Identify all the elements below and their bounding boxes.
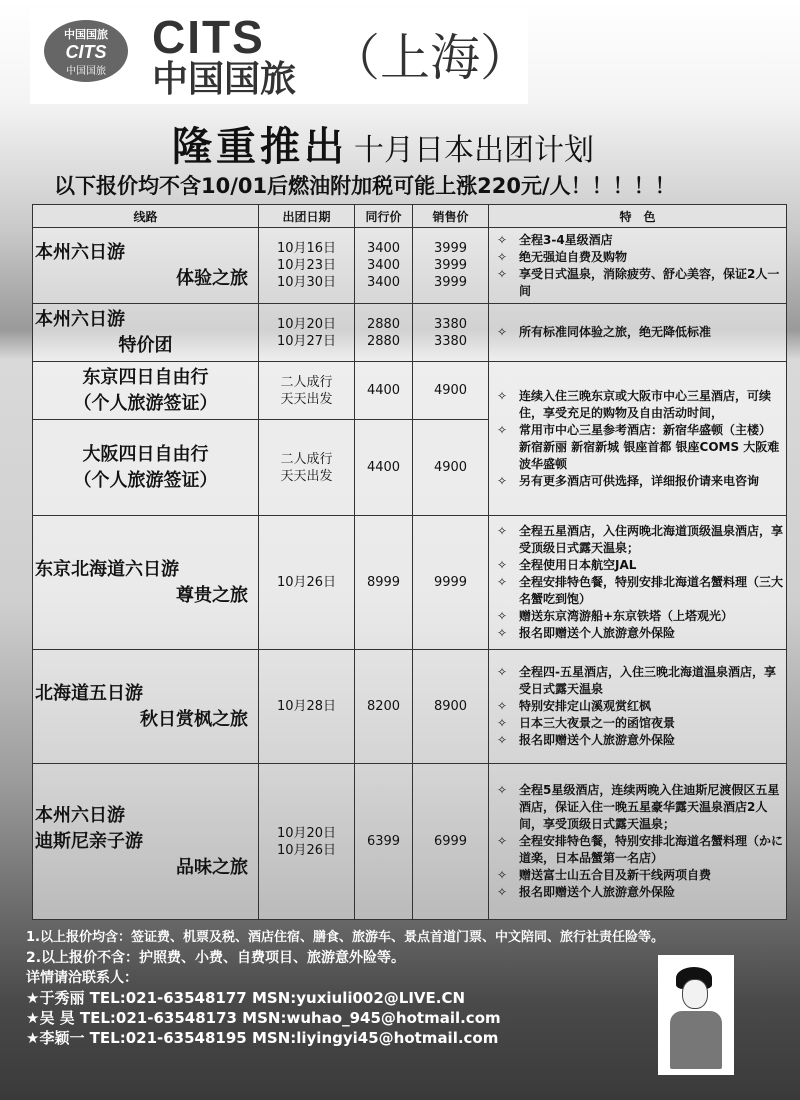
sale-price-cell	[413, 420, 489, 516]
table-header	[33, 205, 787, 228]
header-route: 线路	[33, 205, 259, 228]
peer-price: 2880	[366, 316, 401, 332]
header-features: 特 色	[489, 205, 787, 228]
date-cell	[259, 420, 355, 516]
logo-english: CITS	[152, 11, 265, 63]
sale-price: 3999	[433, 258, 468, 273]
table-row	[33, 362, 787, 420]
peer-price-cell	[355, 650, 413, 764]
route-cell	[33, 420, 259, 516]
footer-notes	[26, 928, 664, 1048]
cits-globe-logo	[44, 20, 128, 82]
peer-price-cell	[355, 420, 413, 516]
feature-item: ✧ 日本三大夜景之一的函馆夜景	[491, 715, 784, 732]
globe-mid-text: CITS	[65, 42, 107, 62]
route-cell	[33, 304, 259, 362]
sale-price-cell	[413, 362, 489, 420]
peer-price: 6399	[366, 834, 401, 849]
peer-price-cell	[355, 516, 413, 650]
headline-main: 隆重推出	[172, 124, 348, 170]
logo-chinese: 中国国旅	[152, 59, 297, 100]
feature-item: ✧ 特别安排定山溪观赏红枫	[491, 698, 784, 715]
route-name: 东京四日自由行	[82, 366, 209, 388]
date-cell	[259, 516, 355, 650]
features-cell	[489, 764, 787, 920]
date-cell	[259, 228, 355, 304]
feature-item: ✧ 报名即赠送个人旅游意外保险	[491, 884, 784, 901]
date-cell	[259, 304, 355, 362]
sale-price: 3999	[433, 241, 468, 256]
route-cell	[33, 516, 259, 650]
date: 10月27日	[276, 333, 337, 349]
sale-price-cell	[413, 650, 489, 764]
peer-price-cell	[355, 764, 413, 920]
peer-price-cell	[355, 228, 413, 304]
feature-item: ✧ 全程5星级酒店，连续两晚入住迪斯尼渡假区五星酒店，保证入住一晚五星豪华露天温泉酒店2人间，享受顶级日式露天温泉；	[491, 782, 784, 833]
date: 10月26日	[276, 842, 337, 858]
date-cell	[259, 650, 355, 764]
date: 二人成行	[280, 451, 333, 467]
feature-item: ✧ 赠送富士山五合目及新干线两项自费	[491, 867, 784, 884]
date: 二人成行	[280, 374, 333, 390]
route-name: 本州六日游	[35, 804, 125, 826]
contact-line: ★吴 昊 TEL:021-63548173 MSN:wuhao_945@hotmail.com	[26, 1009, 501, 1027]
date: 10月20日	[276, 825, 337, 841]
globe-top-text: 中国国旅	[64, 29, 108, 41]
features-cell	[489, 304, 787, 362]
route-cell	[33, 228, 259, 304]
sale-price: 6999	[433, 834, 468, 849]
peer-price-cell	[355, 362, 413, 420]
feature-item: ✧ 另有更多酒店可供选择，详细报价请来电咨询	[491, 473, 784, 490]
logo-city: （上海）	[330, 29, 530, 87]
feature-item: ✧ 享受日式温泉，消除疲劳、舒心美容，保证2人一间	[491, 266, 784, 300]
peer-price: 2880	[366, 333, 401, 349]
header-date: 出团日期	[259, 205, 355, 228]
sale-price-cell	[413, 516, 489, 650]
geisha-kimono	[670, 1011, 722, 1069]
date: 天天出发	[280, 391, 333, 407]
date: 10月20日	[276, 316, 337, 332]
contact-line: ★李颖一 TEL:021-63548195 MSN:liyingyi45@hotmail.com	[26, 1029, 499, 1047]
sale-price: 8900	[433, 699, 468, 714]
peer-price: 3400	[366, 241, 401, 256]
price-notice: 以下报价均不含10/01后燃油附加税可能上涨220元/人！！！！！	[54, 174, 676, 198]
table-row	[33, 304, 787, 362]
table-row	[33, 764, 787, 920]
route-subtitle: （个人旅游签证）	[73, 392, 218, 414]
route-subtitle: 尊贵之旅	[176, 584, 248, 606]
sale-price-cell	[413, 764, 489, 920]
date-cell	[259, 362, 355, 420]
date: 10月23日	[276, 258, 337, 273]
feature-item: ✧ 绝无强迫自费及购物	[491, 249, 784, 266]
peer-price: 4400	[366, 460, 401, 475]
sale-price: 9999	[433, 575, 468, 590]
route-cell	[33, 650, 259, 764]
route-name: 大阪四日自由行	[82, 443, 209, 465]
feature-item: ✧ 全程四-五星酒店，入住三晚北海道温泉酒店，享受日式露天温泉	[491, 664, 784, 698]
geisha-face	[682, 979, 708, 1009]
route-subtitle: 迪斯尼亲子游	[35, 830, 143, 852]
feature-item: ✧ 全程3-4星级酒店	[491, 232, 784, 249]
sale-price: 4900	[433, 460, 468, 475]
peer-price: 3400	[366, 258, 401, 273]
contact-line: ★于秀丽 TEL:021-63548177 MSN:yuxiuli002@LIVE.CN	[26, 989, 466, 1007]
route-subtitle: 品味之旅	[176, 856, 248, 878]
features-cell	[489, 362, 787, 516]
feature-item: ✧ 常用市中心三星参考酒店：新宿华盛顿（主楼） 新宿新丽 新宿新城 银座首都 银座COMS 大阪难波华盛顿	[491, 422, 784, 473]
features-cell	[489, 650, 787, 764]
route-cell	[33, 362, 259, 420]
feature-item: ✧ 所有标准同体验之旅，绝无降低标准	[491, 324, 784, 341]
feature-item: ✧ 报名即赠送个人旅游意外保险	[491, 625, 784, 642]
tour-table	[32, 204, 787, 920]
date: 10月28日	[276, 699, 337, 714]
date: 10月26日	[276, 575, 337, 590]
feature-item: ✧ 连续入住三晚东京或大阪市中心三星酒店，可续住，享受充足的购物及自由活动时间，	[491, 388, 784, 422]
feature-item: ✧ 全程五星酒店，入住两晚北海道顶级温泉酒店，享受顶级日式露天温泉；	[491, 523, 784, 557]
date: 天天出发	[280, 468, 333, 484]
sale-price: 3380	[433, 316, 468, 332]
route-cell	[33, 764, 259, 920]
route-subtitle: （个人旅游签证）	[73, 469, 218, 491]
peer-price: 3400	[366, 275, 401, 290]
date: 10月16日	[276, 241, 337, 256]
sale-price: 4900	[433, 383, 468, 398]
geisha-illustration	[658, 955, 734, 1075]
header-sale-price: 销售价	[413, 205, 489, 228]
sale-price-cell	[413, 304, 489, 362]
globe-bottom-text: 中国国旅	[66, 66, 106, 77]
headline-sub: 十月日本出团计划	[354, 133, 594, 168]
header-peer-price: 同行价	[355, 205, 413, 228]
feature-item: ✧ 全程安排特色餐，特别安排北海道名蟹料理（かに道楽，日本品蟹第一名店）	[491, 833, 784, 867]
route-name: 东京北海道六日游	[35, 558, 179, 580]
route-subtitle: 特价团	[118, 334, 173, 356]
date-cell	[259, 764, 355, 920]
features-cell	[489, 228, 787, 304]
feature-item: ✧ 报名即赠送个人旅游意外保险	[491, 732, 784, 749]
logo-banner	[30, 8, 528, 104]
sale-price: 3380	[433, 333, 468, 349]
peer-price: 8200	[366, 699, 401, 714]
peer-price: 4400	[366, 383, 401, 398]
table-row	[33, 516, 787, 650]
route-name: 本州六日游	[35, 308, 125, 330]
sale-price: 3999	[433, 275, 468, 290]
feature-item: ✧ 赠送东京湾游船+东京铁塔（上塔观光）	[491, 608, 784, 625]
date: 10月30日	[276, 275, 337, 290]
feature-item: ✧ 全程使用日本航空JAL	[491, 557, 784, 574]
route-subtitle: 秋日赏枫之旅	[140, 708, 248, 730]
footer-included: 1.以上报价均含：签证费、机票及税、酒店住宿、膳食、旅游车、景点首道门票、中文陪同、旅行社责任险等。	[26, 930, 664, 945]
peer-price: 8999	[366, 575, 401, 590]
footer-excluded: 2.以上报价不含：护照费、小费、自费项目、旅游意外险等。	[26, 950, 406, 966]
feature-item: ✧ 全程安排特色餐，特别安排北海道名蟹料理（三大名蟹吃到饱）	[491, 574, 784, 608]
route-name: 北海道五日游	[35, 682, 143, 704]
table-row	[33, 228, 787, 304]
features-cell	[489, 516, 787, 650]
table-row	[33, 650, 787, 764]
peer-price-cell	[355, 304, 413, 362]
headline	[172, 115, 594, 172]
route-name: 本州六日游	[35, 241, 125, 263]
footer-contact-heading: 详情请洽联系人：	[26, 970, 138, 986]
route-subtitle: 体验之旅	[176, 267, 248, 289]
sale-price-cell	[413, 228, 489, 304]
